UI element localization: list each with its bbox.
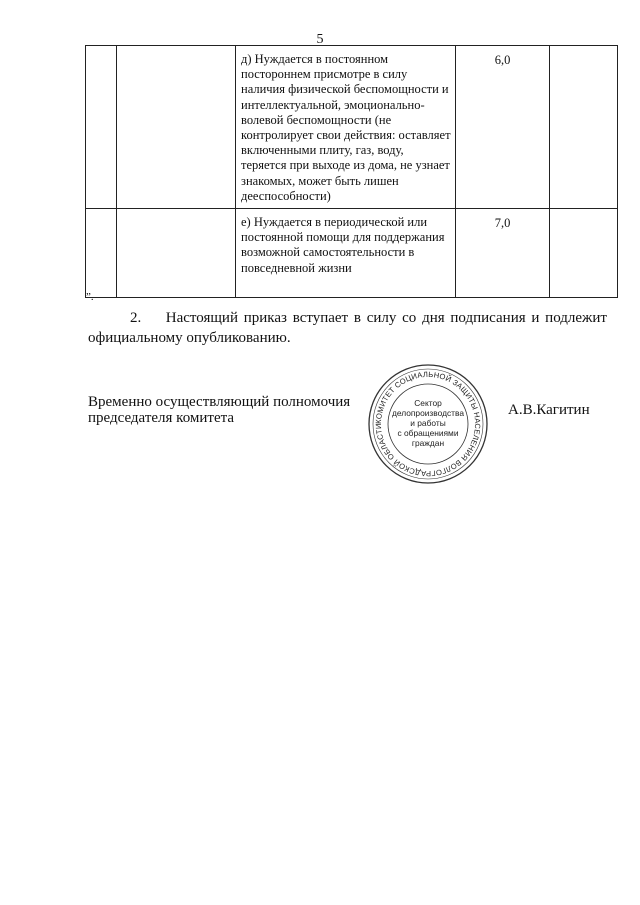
svg-text:Сектор: Сектор — [414, 398, 442, 408]
order-paragraph — [88, 308, 607, 348]
signatory-title — [88, 394, 350, 426]
paragraph-number: 2. — [130, 310, 142, 326]
signatory-title-line: председателя комитета — [88, 410, 235, 426]
table-cell-empty — [117, 46, 236, 209]
criterion-value: 7,0 — [456, 209, 550, 298]
criterion-description: е) Нуждается в периодической или постоянной помощи для поддержания возможной самостоятельности в повседневной жизни — [236, 209, 456, 298]
closing-quote: ”. — [86, 291, 94, 303]
table-cell-empty — [86, 209, 117, 298]
svg-text:делопроизводства: делопроизводства — [391, 408, 465, 418]
criterion-value: 6,0 — [456, 46, 550, 209]
signatory-name: А.В.Кагитин — [508, 402, 590, 418]
table-cell-empty — [86, 46, 117, 209]
criterion-description: д) Нуждается в постоянном постороннем присмотре в силу наличия физической беспомощности и интеллектуальной, эмоционально-волевой беспомощности (не контролирует свои действия: оставляет включенными плиту, газ, воду, теряется при выходе из дома, не узнает знакомых, может быть лишен дееспособности) — [236, 46, 456, 209]
svg-text:с обращениями: с обращениями — [397, 428, 459, 438]
table-cell-empty — [550, 46, 618, 209]
page-number: 5 — [316, 32, 324, 47]
svg-text:граждан: граждан — [411, 438, 445, 448]
signatory-title-line: Временно осуществляющий полномочия — [88, 394, 351, 410]
criteria-table — [85, 45, 618, 298]
table-cell-empty — [550, 209, 618, 298]
svg-text:КОМИТЕТ СОЦИАЛЬНОЙ ЗАЩИТЫ НАСЕ: КОМИТЕТ СОЦИАЛЬНОЙ ЗАЩИТЫ НАСЕЛЕНИЯ ВОЛГОГРАДСКОЙ ОБЛАСТИ — [373, 369, 483, 479]
table-row — [86, 209, 618, 298]
official-stamp — [366, 362, 490, 486]
paragraph-text: Настоящий приказ вступает в силу со дня подписания и подлежит официальному опубликованию. — [88, 310, 607, 346]
table-row — [86, 46, 618, 209]
table-cell-empty — [117, 209, 236, 298]
svg-text:и работы: и работы — [410, 418, 446, 428]
